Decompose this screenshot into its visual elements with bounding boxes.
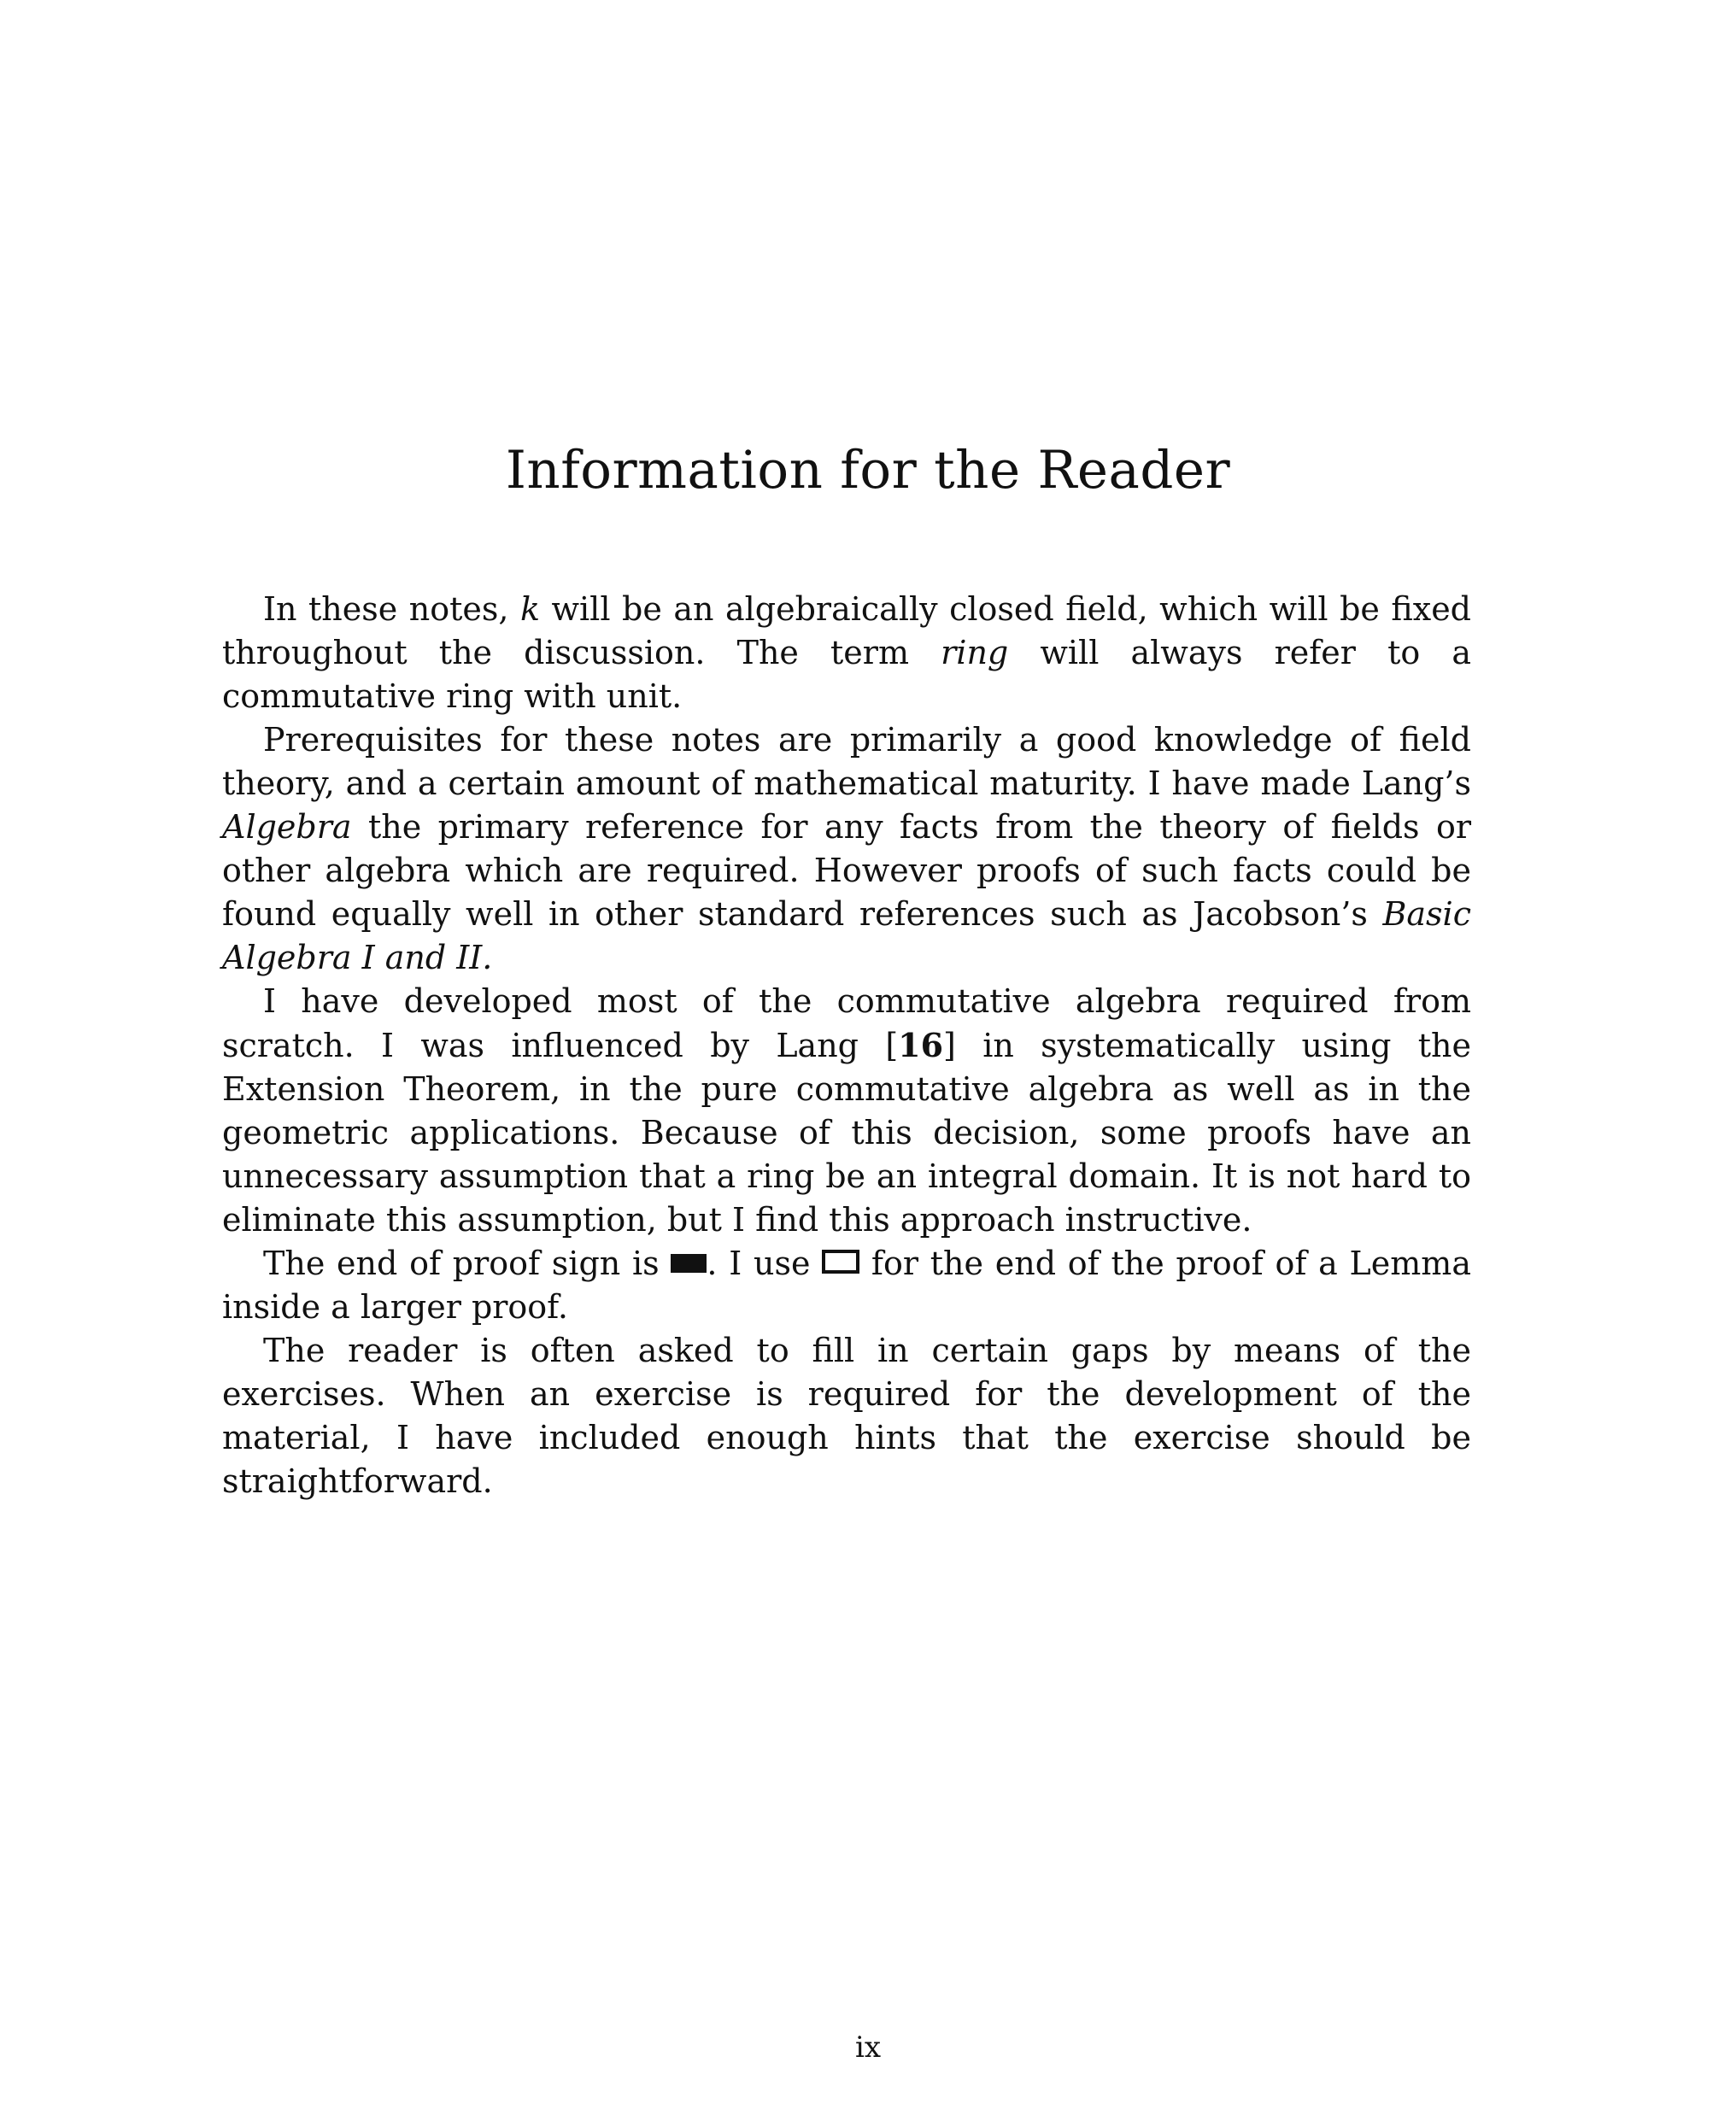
page-title: Information for the Reader [505,440,1231,501]
end-of-proof-filled-square-icon [671,1254,707,1273]
variable-k: k [519,590,540,628]
paragraph-4 [222,1242,1471,1329]
body-text [222,588,1471,1503]
book-title-basic-algebra: Basic Algebra I and II. [222,895,1471,976]
citation-ref: 16 [898,1026,944,1064]
paragraph-1-text-a: In these notes, [263,590,520,628]
paragraph-3-text-b: ] in systematically using the Extension Theorem, in the pure commutative algebra as well as in the geometric applications. Because of this decision, some proofs have an unnecessary assumption that a ring be an integral domain. It is not hard to eliminate this assumption, but I find this approach instructive. [222,1027,1472,1239]
paragraph-2 [222,718,1471,980]
paragraph-2-text-b: the primary reference for any facts from the theory of fields or other algebra which are required. However proofs of such facts could be found equally well in other standard references such as Jacobson’s [222,808,1471,933]
paragraph-4-text-b: . I use [707,1245,823,1282]
paragraph-4-text-c: for the end of the proof of a Lemma inside a larger proof. [222,1245,1471,1326]
paragraph-1 [222,588,1471,718]
paragraph-4-text-a: The end of proof sign is [263,1245,672,1282]
book-title-algebra: Algebra [222,808,352,846]
page-number: ix [854,2030,882,2065]
paragraph-1-text-b: will be an algebraically closed field, which will be fixed throughout the discussion. The term [222,590,1472,671]
paragraph-1-text-c: will always refer to a commutative ring with unit. [222,634,1471,715]
term-ring: ring [941,634,1009,671]
paragraph-2-text-a: Prerequisites for these notes are primarily a good knowledge of field theory, and a certain amount of mathematical maturity. I have made Lang’s [222,721,1471,802]
end-of-lemma-hollow-square-icon [822,1250,859,1274]
paragraph-3 [222,980,1471,1242]
paragraph-5: The reader is often asked to fill in certain gaps by means of the exercises. When an exercise is required for the development of the material, I have included enough hints that the exercise should be straightforward. [222,1332,1471,1500]
paragraph-3-text-a: I have developed most of the commutative algebra required from scratch. I was influenced by Lang [ [222,982,1471,1064]
